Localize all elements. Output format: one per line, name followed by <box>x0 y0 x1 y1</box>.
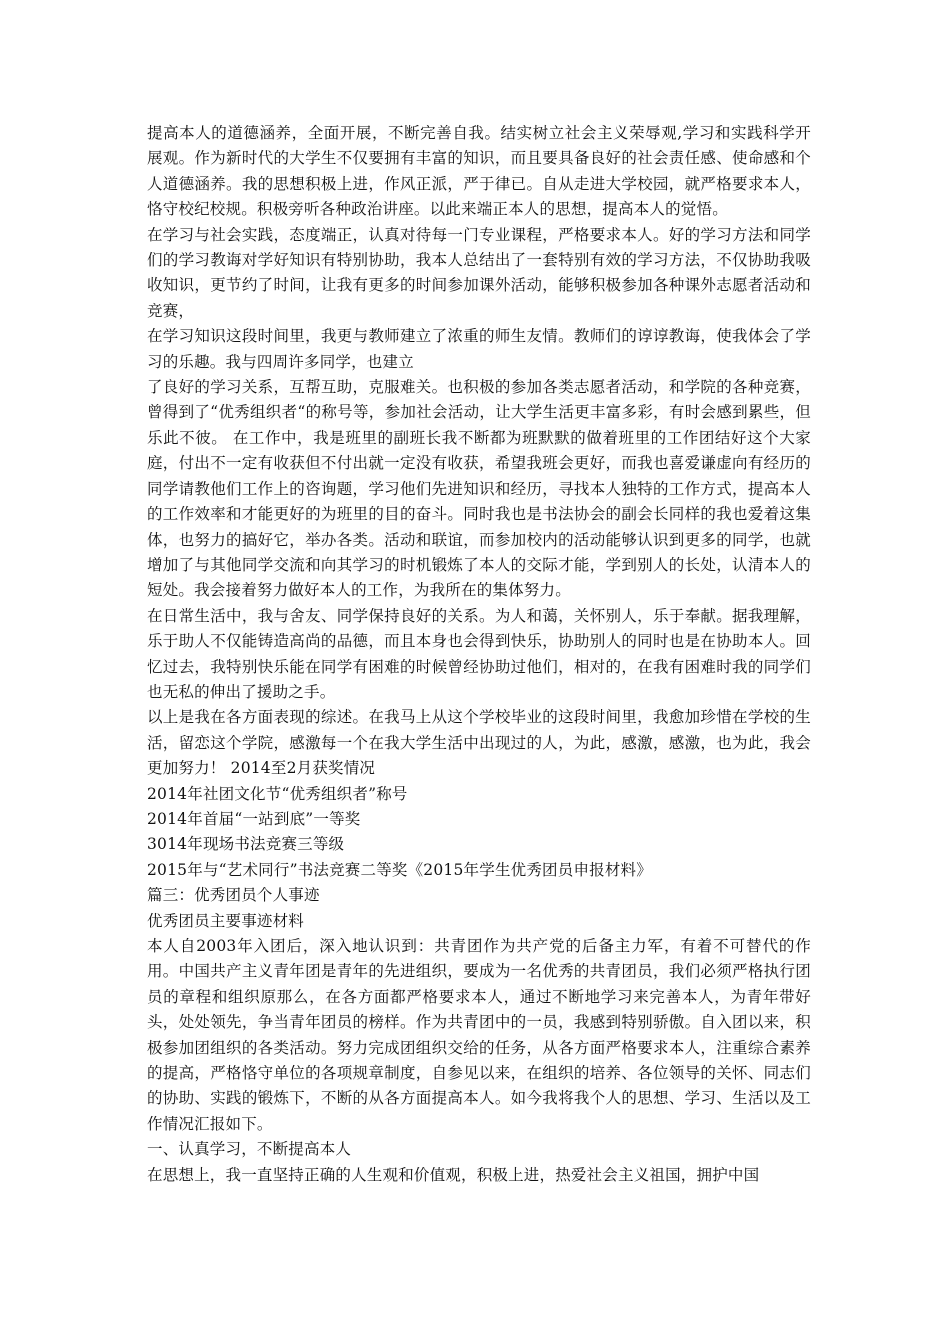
paragraph-moral-cultivation: 提高本人的道德涵养，全面开展，不断完善自我。结实树立社会主义荣辱观,学习和实践科学开展观。作为新时代的大学生不仅要拥有丰富的知识，而且要具备良好的社会责任感、使命感和个人道德涵养。我的思想积极上进，作风正派，严于律已。自从走进大学校园，就严格要求本人，恪守校纪校规。积极旁听各种政治讲座。以此来端正本人的思想，提高本人的觉悟。 <box>147 124 811 219</box>
paragraph-league-member: 本人自2003年入团后，深入地认识到：共青团作为共产党的后备主力军，有着不可替代的作用。中国共产主义青年团是青年的先进组织，要成为一名优秀的共青团员，我们必须严格执行团员的章程和组织原那么，在各方面都严格要求本人，通过不断地学习来完善本人，为青年带好头，处处领先，争当青年团员的榜样。作为共青团中的一员，我感到特别骄傲。自入团以来，积极参加团组织的各类活动。努力完成团组织交给的任务，从各方面严格要求本人，注重综合素养的提高，严格恪守单位的各项规章制度，自参见以来，在组织的培养、各位领导的关怀、同志们的协助、实践的锻炼下，不断的从各方面提高本人。如今我将我个人的思想、学习、生活以及工作情况汇报如下。 <box>147 937 811 1133</box>
award-item: 2014年社团文化节“优秀组织者”称号 <box>147 784 408 803</box>
paragraph-teacher-friendship: 在学习知识这段时间里，我更与教师建立了浓重的师生友情。教师们的谆谆教诲，使我体会了学习的乐趣。我与四周许多同学，也建立 <box>147 327 811 371</box>
section-subheading: 优秀团员主要事迹材料 <box>147 911 305 930</box>
paragraph-work-experience: 了良好的学习关系，互帮互助，克服难关。也积极的参加各类志愿者活动，和学院的各种竞赛，曾得到了“优秀组织者“的称号等，参加社会活动，让大学生活更丰富多彩，有时会感到累些，但乐此不彼。 在工作中，我是班里的副班长我不断都为班默默的做着班里的工作团结好这个大家庭，付出不一定有收获但不付出就一定没有收获，希望我班会更好，而我也喜爱谦虚向有经历的同学请教他们工作上的咨询题，学习他们先进知识和经历，寻找本人独特的工作方式，提高本人的工作效率和才能更好的为班里的目的奋斗。同时我也是书法协会的副会长同样的我也爱着这集体，也努力的搞好它，举办各类。活动和联谊，而参加校内的活动能够认识到更多的同学，也就增加了与其他同学交流和向其学习的时机锻炼了本人的交际才能，学到别人的长处，认清本人的短处。我会接着努力做好本人的工作，为我所在的集体努力。 <box>147 378 811 600</box>
paragraph-daily-life: 在日常生活中，我与舍友、同学保持良好的关系。为人和蔼，关怀别人，乐于奉献。据我理解，乐于助人不仅能铸造高尚的品德，而且本身也会得到快乐，协助别人的同时也是在协助本人。回忆过去，我特别快乐能在同学有困难的时候曾经协助过他们，相对的，在我有困难时我的同学们也无私的伸出了援助之手。 <box>147 606 811 701</box>
award-item: 2015年与“艺术同行”书法竞赛二等奖《2015年学生优秀团员申报材料》 <box>147 860 652 879</box>
paragraph-study-practice: 在学习与社会实践，态度端正，认真对待每一门专业课程，严格要求本人。好的学习方法和同学们的学习教诲对学好知识有特别协助，我本人总结出了一套特别有效的学习方法，不仅协助我吸收知识，更节约了时间，让我有更多的时间参加课外活动，能够积极参加各种课外志愿者活动和竞赛， <box>147 225 811 320</box>
award-item: 2014年首届“一站到底”一等奖 <box>147 809 361 828</box>
section-heading: 篇三：优秀团员个人事迹 <box>147 886 320 905</box>
section-heading: 一、认真学习，不断提高本人 <box>147 1140 352 1159</box>
award-item: 3014年现场书法竞赛三等级 <box>147 835 345 854</box>
document-body <box>147 121 811 1188</box>
paragraph-summary: 以上是我在各方面表现的综述。在我马上从这个学校毕业的这段时间里，我愈加珍惜在学校的生活，留恋这个学院，感激每一个在我大学生活中出现过的人，为此，感激，感激，也为此，我会更加努力！ 2014至2月获奖情况 <box>147 708 811 778</box>
paragraph-thought: 在思想上，我一直坚持正确的人生观和价值观，积极上进，热爱社会主义祖国，拥护中国 <box>147 1165 760 1184</box>
